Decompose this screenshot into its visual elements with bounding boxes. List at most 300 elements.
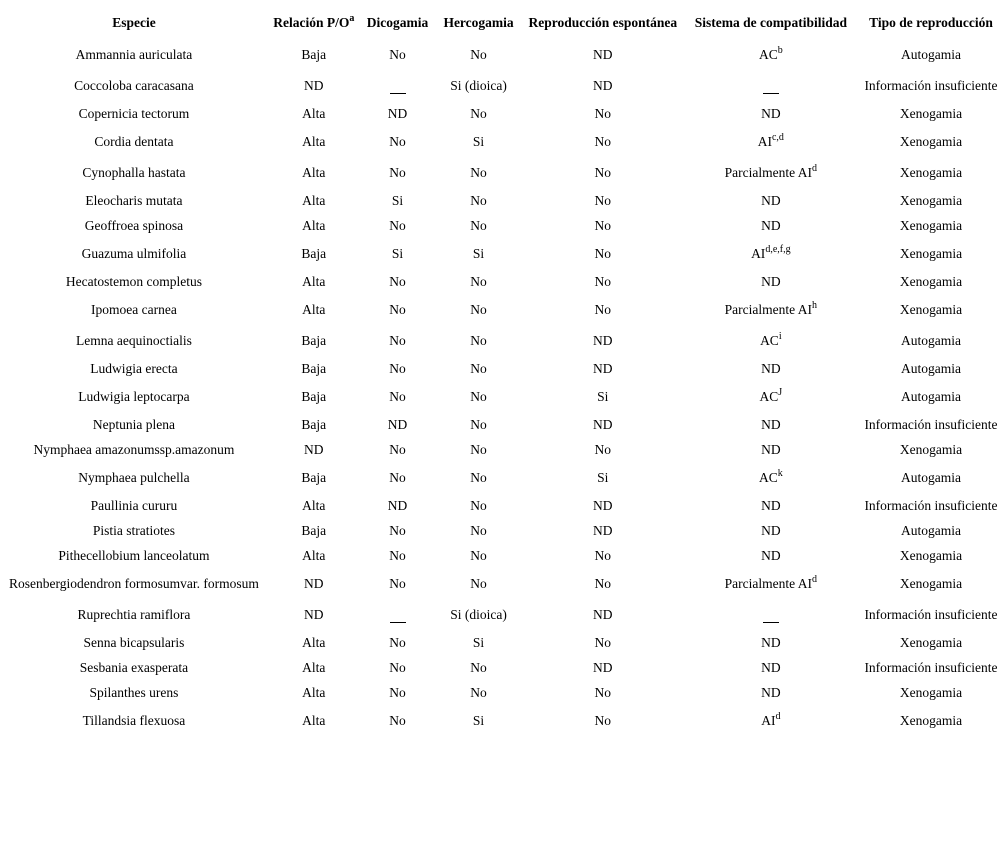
cell-relacion (268, 70, 360, 101)
cell-text: No (470, 416, 487, 432)
cell-sistema (684, 518, 858, 543)
cell-dicogamia (360, 269, 436, 294)
cell-reproduccion (522, 213, 684, 238)
cell-text: No (470, 46, 487, 62)
table-row (0, 705, 1004, 736)
cell-relacion (268, 381, 360, 412)
cell-hercogamia (435, 213, 522, 238)
cell-text: Neptunia plena (92, 416, 175, 432)
cell-text: Ipomoea carnea (91, 301, 177, 317)
cell-hercogamia (435, 269, 522, 294)
cell-hercogamia (435, 493, 522, 518)
cell-hercogamia (435, 599, 522, 630)
cell-sistema (684, 356, 858, 381)
cell-dicogamia (360, 39, 436, 70)
cell-text: Alta (302, 659, 326, 675)
cell-text: Guazuma ulmifolia (81, 245, 187, 261)
cell-hercogamia (435, 412, 522, 437)
footnote-marker: d,e,f,g (765, 243, 791, 255)
cell-text: AC (760, 332, 779, 348)
cell-text: Ammannia auriculata (75, 46, 193, 62)
cell-text: No (389, 301, 406, 317)
cell-text: No (470, 684, 487, 700)
cell-text: ND (761, 273, 781, 289)
cell-text: No (594, 273, 612, 289)
cell-text: No (389, 164, 406, 180)
cell-text: Coccoloba caracasana (74, 77, 194, 93)
table-row (0, 188, 1004, 213)
cell-especie (0, 188, 268, 213)
cell-text: Si (472, 634, 485, 650)
cell-especie (0, 599, 268, 630)
cell-text: Si (472, 245, 485, 261)
cell-text: Cordia dentata (94, 133, 174, 149)
cell-relacion (268, 157, 360, 188)
cell-text: ND (387, 497, 408, 513)
table-row (0, 294, 1004, 325)
cell-text: Xenogamia (899, 217, 963, 233)
cell-text: Xenogamia (899, 547, 963, 563)
cell-reproduccion (522, 568, 684, 599)
cell-text: Xenogamia (899, 441, 963, 457)
table-row (0, 157, 1004, 188)
cell-text: Alta (302, 133, 326, 149)
cell-tipo (858, 238, 1004, 269)
cell-text: No (594, 217, 612, 233)
cell-text: No (594, 245, 612, 261)
table-row (0, 381, 1004, 412)
cell-hercogamia (435, 680, 522, 705)
cell-text: Alta (302, 164, 326, 180)
cell-text: No (389, 659, 406, 675)
cell-dicogamia (360, 655, 436, 680)
table-row (0, 518, 1004, 543)
cell-especie (0, 705, 268, 736)
cell-dicogamia (360, 126, 436, 157)
cell-especie (0, 213, 268, 238)
table-row (0, 269, 1004, 294)
cell-text: ND (761, 522, 781, 538)
cell-text: Parcialmente AI (724, 164, 812, 180)
cell-reproduccion (522, 325, 684, 356)
cell-especie (0, 655, 268, 680)
cell-sistema (684, 70, 858, 101)
cell-text: Si (391, 192, 404, 208)
cell-text: AI (751, 245, 766, 261)
cell-text: Xenogamia (899, 164, 963, 180)
cell-text: No (594, 301, 612, 317)
cell-reproduccion (522, 70, 684, 101)
cell-tipo (858, 381, 1004, 412)
cell-sistema (684, 238, 858, 269)
cell-sistema (684, 462, 858, 493)
cell-text: Paullinia cururu (90, 497, 178, 513)
cell-relacion (268, 188, 360, 213)
cell-especie (0, 543, 268, 568)
cell-hercogamia (435, 518, 522, 543)
footnote-marker: d (812, 573, 817, 585)
cell-especie (0, 325, 268, 356)
cell-dicogamia (360, 213, 436, 238)
cell-text: ND (761, 659, 781, 675)
cell-text: Hecatostemon completus (65, 273, 202, 289)
cell-text: No (594, 192, 612, 208)
cell-sistema (684, 294, 858, 325)
table-row (0, 126, 1004, 157)
cell-sistema (684, 101, 858, 126)
cell-reproduccion (522, 599, 684, 630)
cell-text: No (594, 441, 612, 457)
cell-tipo (858, 412, 1004, 437)
cell-text: ND (761, 634, 781, 650)
cell-tipo (858, 188, 1004, 213)
cell-text: Xenogamia (899, 133, 963, 149)
cell-reproduccion (522, 238, 684, 269)
dash-placeholder (390, 612, 406, 623)
cell-dicogamia (360, 412, 436, 437)
cell-text: ND (593, 659, 613, 675)
table-row (0, 213, 1004, 238)
cell-text: Baja (301, 416, 327, 432)
cell-hercogamia (435, 39, 522, 70)
cell-text: ND (387, 416, 408, 432)
cell-text: ND (761, 360, 781, 376)
table-row (0, 680, 1004, 705)
cell-tipo (858, 294, 1004, 325)
cell-especie (0, 269, 268, 294)
cell-relacion (268, 238, 360, 269)
header-relacion-label: Relación P/O (273, 14, 350, 30)
cell-dicogamia (360, 188, 436, 213)
cell-hercogamia (435, 188, 522, 213)
cell-relacion (268, 294, 360, 325)
table-row (0, 655, 1004, 680)
cell-text: No (389, 712, 406, 728)
cell-text: No (389, 441, 406, 457)
cell-reproduccion (522, 157, 684, 188)
cell-text: Xenogamia (899, 634, 963, 650)
cell-reproduccion (522, 188, 684, 213)
cell-text: No (594, 575, 612, 591)
cell-text: No (389, 46, 406, 62)
cell-hercogamia (435, 356, 522, 381)
cell-text: ND (304, 77, 324, 93)
cell-text: Alta (302, 547, 326, 563)
cell-text: Eleocharis mutata (85, 192, 183, 208)
cell-relacion (268, 655, 360, 680)
table-row (0, 599, 1004, 630)
cell-text: Baja (301, 469, 327, 485)
cell-reproduccion (522, 437, 684, 462)
cell-especie (0, 157, 268, 188)
cell-text: Información insuficiente (864, 606, 998, 622)
dash-placeholder (390, 83, 406, 94)
cell-dicogamia (360, 238, 436, 269)
cell-text: Ludwigia leptocarpa (78, 388, 190, 404)
cell-text: ND (593, 606, 613, 622)
cell-text: No (594, 133, 612, 149)
cell-especie (0, 493, 268, 518)
cell-reproduccion (522, 356, 684, 381)
cell-text: No (470, 360, 487, 376)
cell-text: ND (593, 416, 613, 432)
header-especie: Especie (112, 14, 156, 30)
cell-sistema (684, 269, 858, 294)
cell-sistema (684, 543, 858, 568)
cell-text: No (470, 469, 487, 485)
cell-text: Ludwigia erecta (90, 360, 178, 376)
cell-text: No (470, 659, 487, 675)
cell-relacion (268, 269, 360, 294)
cell-text: ND (593, 46, 613, 62)
cell-relacion (268, 599, 360, 630)
cell-tipo (858, 325, 1004, 356)
cell-relacion (268, 680, 360, 705)
table-row (0, 493, 1004, 518)
cell-relacion (268, 412, 360, 437)
footnote-marker: c,d (771, 131, 784, 143)
cell-text: No (470, 273, 487, 289)
cell-text: No (389, 388, 406, 404)
cell-text: ND (761, 217, 781, 233)
cell-text: No (389, 133, 406, 149)
cell-text: Rosenbergiodendron formosumvar. formosum (9, 575, 259, 591)
cell-text: Autogamia (900, 388, 961, 404)
cell-dicogamia (360, 294, 436, 325)
cell-dicogamia (360, 599, 436, 630)
cell-text: Pithecellobium lanceolatum (58, 547, 210, 563)
cell-text: Senna bicapsularis (83, 634, 185, 650)
cell-tipo (858, 462, 1004, 493)
cell-reproduccion (522, 412, 684, 437)
cell-sistema (684, 437, 858, 462)
cell-text: Xenogamia (899, 712, 963, 728)
cell-text: ND (761, 497, 781, 513)
cell-text: No (389, 469, 406, 485)
header-row (0, 6, 1004, 39)
cell-sistema (684, 39, 858, 70)
cell-especie (0, 680, 268, 705)
cell-text: Parcialmente AI (724, 301, 812, 317)
cell-dicogamia (360, 325, 436, 356)
cell-relacion (268, 630, 360, 655)
cell-text: No (389, 360, 406, 376)
cell-text: No (470, 441, 487, 457)
cell-text: Si (472, 712, 485, 728)
cell-text: Geoffroea spinosa (84, 217, 184, 233)
cell-dicogamia (360, 101, 436, 126)
cell-text: No (594, 634, 612, 650)
table-row (0, 101, 1004, 126)
cell-text: Información insuficiente (864, 497, 998, 513)
cell-text: No (594, 164, 612, 180)
cell-text: Alta (302, 192, 326, 208)
cell-especie (0, 437, 268, 462)
cell-text: No (389, 332, 406, 348)
cell-dicogamia (360, 630, 436, 655)
cell-hercogamia (435, 325, 522, 356)
cell-text: ND (304, 441, 324, 457)
cell-sistema (684, 630, 858, 655)
cell-text: ND (593, 332, 613, 348)
cell-reproduccion (522, 381, 684, 412)
cell-text: Ruprechtia ramiflora (77, 606, 191, 622)
cell-tipo (858, 101, 1004, 126)
cell-relacion (268, 705, 360, 736)
cell-text: Lemna aequinoctialis (76, 332, 192, 348)
header-relacion (268, 6, 360, 39)
cell-sistema (684, 568, 858, 599)
cell-reproduccion (522, 462, 684, 493)
cell-relacion (268, 518, 360, 543)
cell-tipo (858, 599, 1004, 630)
cell-text: Pistia stratiotes (92, 522, 175, 538)
cell-tipo (858, 518, 1004, 543)
cell-hercogamia (435, 157, 522, 188)
table-row (0, 543, 1004, 568)
cell-relacion (268, 213, 360, 238)
cell-hercogamia (435, 238, 522, 269)
cell-text: No (470, 522, 487, 538)
cell-text: No (470, 388, 487, 404)
cell-text: Si (dioica) (450, 77, 507, 93)
cell-sistema (684, 655, 858, 680)
table-row (0, 462, 1004, 493)
cell-text: Autogamia (900, 522, 961, 538)
cell-text: Xenogamia (899, 684, 963, 700)
reproduction-table (0, 6, 1004, 736)
cell-text: Información insuficiente (864, 77, 998, 93)
cell-text: Autogamia (900, 46, 961, 62)
cell-text: Sesbania exasperata (79, 659, 189, 675)
cell-text: Información insuficiente (864, 659, 998, 675)
cell-tipo (858, 39, 1004, 70)
cell-relacion (268, 356, 360, 381)
table-row (0, 39, 1004, 70)
cell-dicogamia (360, 705, 436, 736)
footnote-marker: b (777, 44, 783, 56)
cell-text: No (594, 105, 612, 121)
cell-tipo (858, 680, 1004, 705)
cell-text: No (389, 575, 406, 591)
cell-tipo (858, 493, 1004, 518)
cell-reproduccion (522, 294, 684, 325)
cell-text: No (470, 164, 487, 180)
cell-text: AI (757, 133, 772, 149)
cell-text: Xenogamia (899, 192, 963, 208)
cell-text: ND (593, 77, 613, 93)
cell-relacion (268, 437, 360, 462)
cell-dicogamia (360, 568, 436, 599)
cell-sistema (684, 213, 858, 238)
cell-text: Si (391, 245, 404, 261)
cell-text: Alta (302, 301, 326, 317)
cell-especie (0, 356, 268, 381)
cell-relacion (268, 39, 360, 70)
cell-text: Si (dioica) (450, 606, 507, 622)
cell-especie (0, 462, 268, 493)
cell-text: ND (593, 360, 613, 376)
cell-reproduccion (522, 543, 684, 568)
cell-text: Xenogamia (899, 245, 963, 261)
dash-placeholder (763, 83, 779, 94)
cell-reproduccion (522, 269, 684, 294)
cell-text: Si (472, 133, 485, 149)
cell-text: No (594, 684, 612, 700)
header-dicogamia: Dicogamia (366, 14, 429, 30)
cell-especie (0, 101, 268, 126)
cell-sistema (684, 412, 858, 437)
cell-text: ND (304, 606, 324, 622)
cell-text: Baja (301, 522, 327, 538)
cell-text: ND (761, 441, 781, 457)
cell-especie (0, 126, 268, 157)
cell-text: Baja (301, 360, 327, 376)
cell-especie (0, 238, 268, 269)
cell-hercogamia (435, 568, 522, 599)
cell-tipo (858, 70, 1004, 101)
cell-text: ND (761, 105, 781, 121)
footnote-marker: h (812, 299, 817, 311)
cell-dicogamia (360, 157, 436, 188)
cell-text: ND (761, 547, 781, 563)
cell-especie (0, 39, 268, 70)
cell-sistema (684, 680, 858, 705)
cell-text: No (389, 634, 406, 650)
cell-hercogamia (435, 630, 522, 655)
cell-relacion (268, 568, 360, 599)
cell-text: Xenogamia (899, 105, 963, 121)
cell-text: Alta (302, 217, 326, 233)
table-row (0, 568, 1004, 599)
cell-text: No (389, 217, 406, 233)
cell-text: ND (304, 575, 324, 591)
footnote-marker: k (777, 467, 783, 479)
cell-reproduccion (522, 493, 684, 518)
cell-text: Información insuficiente (864, 416, 998, 432)
cell-dicogamia (360, 70, 436, 101)
cell-dicogamia (360, 462, 436, 493)
cell-tipo (858, 356, 1004, 381)
cell-text: Alta (302, 273, 326, 289)
table-row (0, 70, 1004, 101)
cell-text: Nymphaea amazonumssp.amazonum (33, 441, 235, 457)
cell-text: Xenogamia (899, 575, 963, 591)
cell-text: Xenogamia (899, 273, 963, 289)
cell-dicogamia (360, 680, 436, 705)
cell-tipo (858, 705, 1004, 736)
cell-text: No (470, 217, 487, 233)
cell-reproduccion (522, 101, 684, 126)
cell-text: Baja (301, 245, 327, 261)
cell-text: Alta (302, 712, 326, 728)
cell-relacion (268, 325, 360, 356)
cell-tipo (858, 630, 1004, 655)
cell-text: AC (758, 46, 778, 62)
cell-text: Alta (302, 105, 326, 121)
cell-text: ND (761, 684, 781, 700)
footnote-marker: d (812, 162, 817, 174)
cell-tipo (858, 655, 1004, 680)
header-sistema: Sistema de compatibilidad (694, 14, 847, 30)
cell-sistema (684, 325, 858, 356)
cell-especie (0, 568, 268, 599)
cell-text: Nymphaea pulchella (78, 469, 190, 485)
cell-text: AC (759, 388, 779, 404)
cell-sistema (684, 126, 858, 157)
cell-text: Alta (302, 497, 326, 513)
cell-text: Cynophalla hastata (82, 164, 186, 180)
